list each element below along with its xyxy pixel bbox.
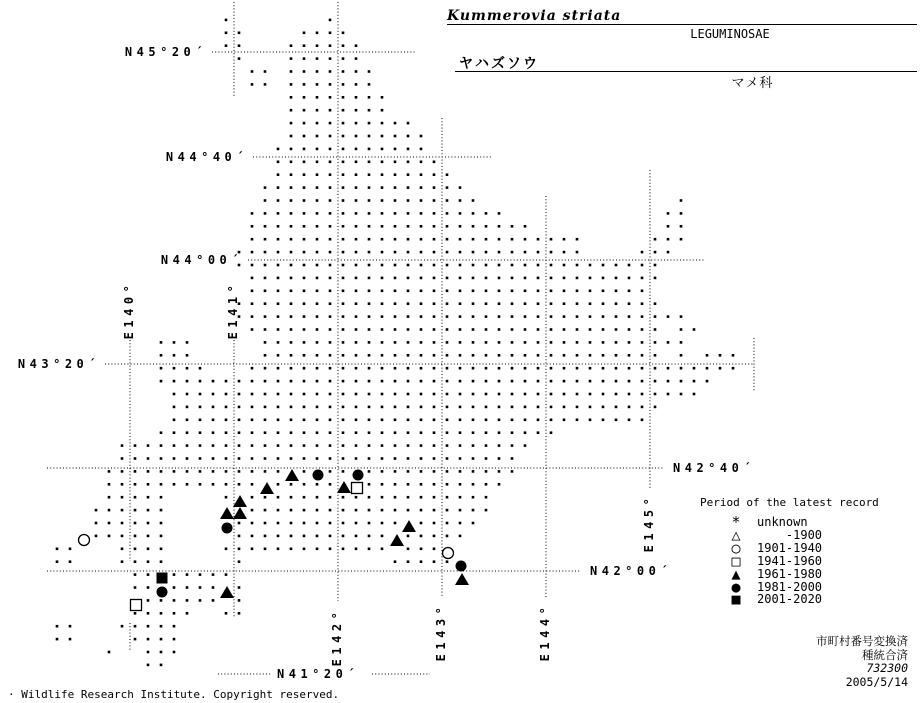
longitude-label: E144° xyxy=(538,602,552,662)
record-symbol-circle-filled xyxy=(222,523,233,534)
legend-item-label: 1901-1940 xyxy=(757,540,823,555)
legend-item-label: 1981-2000 xyxy=(757,579,823,594)
longitude-label: E142° xyxy=(330,607,344,667)
record-symbol-triangle-filled xyxy=(390,534,404,546)
record-symbol-triangle-filled xyxy=(233,507,247,519)
record-symbol-square-filled xyxy=(157,573,168,584)
latitude-label: N42°40´ xyxy=(673,461,756,475)
record-symbol-triangle-filled xyxy=(337,481,351,493)
copyright-note: · Wildlife Research Institute. Copyright reserved. xyxy=(8,688,340,701)
header-rule-2 xyxy=(455,71,917,72)
record-symbol-square-open xyxy=(131,600,142,611)
processing-note-line: 種統合済 xyxy=(862,647,908,662)
latitude-label: N42°00´ xyxy=(590,564,673,578)
longitude-label: E143° xyxy=(434,602,448,662)
latitude-label: N44°40´ xyxy=(165,150,248,164)
longitude-label: E140° xyxy=(122,280,136,340)
record-symbol-triangle-filled xyxy=(402,520,416,532)
record-symbol-triangle-filled xyxy=(220,507,234,519)
legend-item-label: 1961-1980 xyxy=(757,566,823,581)
legend-title: Period of the latest record xyxy=(700,496,879,509)
legend-symbol-circle-filled: ● xyxy=(731,577,741,596)
legend-symbol-triangle-open: △ xyxy=(731,525,741,544)
record-symbol-triangle-filled xyxy=(260,482,274,494)
processing-note-line: 市町村番号変換済 xyxy=(816,634,908,648)
species-latin-name: Kummerovia striata xyxy=(447,8,622,24)
latitude-label: N44°00´ xyxy=(160,253,243,267)
header-rule-1 xyxy=(447,24,917,25)
record-symbol-circle-filled xyxy=(353,470,364,481)
record-symbol-triangle-filled xyxy=(233,495,247,507)
legend-item-label: 1941-1960 xyxy=(757,553,823,568)
latitude-label: N43°20´ xyxy=(17,357,100,371)
family-latin-name: LEGUMINOSAE xyxy=(690,27,770,41)
record-symbols xyxy=(79,469,470,611)
record-symbol-circle-filled xyxy=(456,561,467,572)
legend-item-label: -1900 xyxy=(757,527,823,542)
legend-symbol-circle-open: ○ xyxy=(731,538,741,557)
latitude-label: N41°20´ xyxy=(277,667,360,681)
species-japanese-name: ヤハズソウ xyxy=(459,56,539,72)
processing-note-line: 2005/5/14 xyxy=(845,674,908,689)
legend-symbol-square-open: □ xyxy=(731,551,741,570)
longitude-label: E145° xyxy=(642,493,656,553)
legend-symbol-asterisk: * xyxy=(731,513,741,531)
legend-item-label: unknown xyxy=(757,515,808,529)
family-japanese-name: マメ科 xyxy=(731,76,774,91)
legend-symbol-square-filled: ■ xyxy=(731,590,741,609)
record-symbol-circle-filled xyxy=(313,470,324,481)
latitude-label: N45°20´ xyxy=(124,45,207,59)
record-symbol-circle-filled xyxy=(157,587,168,598)
record-symbol-triangle-filled xyxy=(455,573,469,585)
legend-item-label: 2001-2020 xyxy=(757,592,823,607)
record-symbol-triangle-filled xyxy=(285,469,299,481)
record-symbol-circle-open xyxy=(443,548,454,559)
record-symbol-circle-open xyxy=(79,535,90,546)
record-symbol-square-open xyxy=(352,483,363,494)
processing-note-line: 732300 xyxy=(866,661,908,675)
legend-symbol-triangle-filled: ▲ xyxy=(731,564,741,583)
record-symbol-triangle-filled xyxy=(220,586,234,598)
longitude-label: E141° xyxy=(226,280,240,340)
